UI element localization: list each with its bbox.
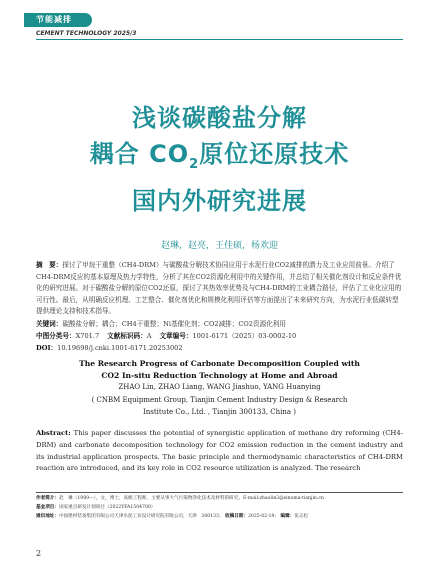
doc-code-label: 文献标识码： — [107, 332, 147, 340]
section-tag: 节能减排 — [24, 13, 92, 27]
footnote-contact-text: 中国建材装备集团有限公司天津水泥工业设计研究院有限公司，天津 300133； — [58, 514, 224, 519]
title-line-2-sub: 2 — [189, 156, 200, 172]
affiliation-line-1: ( CNBM Equipment Group, Tianjin Cement Industry Design & Research — [91, 396, 348, 404]
abstract-en — [36, 428, 403, 475]
footnote-fund-label: 基金项目： — [36, 505, 59, 510]
title-line-2-post: 原位还原技术 — [199, 140, 350, 168]
title-line-1: 浅谈碳酸盐分解 — [132, 104, 307, 132]
article-title — [36, 100, 403, 219]
doi-line — [36, 343, 403, 355]
cls-value: X701.7 — [75, 332, 100, 340]
journal-header: CEMENT TECHNOLOGY 2025/3 — [36, 30, 137, 37]
title-line-2 — [36, 136, 403, 183]
footnote-author-label: 作者简介： — [36, 496, 59, 501]
abstract-en-text: This paper discusses the potential of synergistic application of methane dry reforming (CH4-DRM) and carbonate decomposition technology for CO2 emission reduction in the cement industry and its industrial application prospects. The basic principle and thermodynamic characteristics of CH4-DRM reaction are introduced, and its key role in CO2 resource utilization is analyzed. The research — [36, 429, 403, 473]
english-title — [36, 358, 403, 381]
doi-label: DOI： — [36, 344, 58, 352]
editor-label: 编辑： — [280, 514, 295, 519]
header-rule — [36, 39, 403, 40]
title-line-3: 国内外研究进展 — [132, 186, 307, 215]
received-label: 收稿日期： — [225, 514, 248, 519]
article-number-value: 1001-6171（2025）03-0002-10 — [192, 332, 297, 340]
article-number-label: 文章编号： — [159, 332, 193, 340]
english-title-line-2: CO2 In-situ Reduction Technology at Home and Abroad — [101, 370, 338, 380]
footnote-fund — [36, 504, 403, 512]
footnote-fund-text: 国家重点研发计划项目（2022YFA1504700） — [58, 505, 156, 510]
keywords-cn — [36, 319, 403, 331]
footnote-author-text: 赵 琳（1989—），女，博士，高级工程师，主要从事大气污染物净化技术及材料的研究。E-mail:zhaolin3@sinoma-tianjin.cn — [58, 496, 324, 501]
affiliation-line-2: Institute Co., Ltd. , Tianjin 300133, China ) — [142, 407, 297, 416]
received-date: 2025-02-19； — [247, 514, 280, 519]
keywords-cn-text: 碳酸盐分解；耦合；CH4干重整；Ni基催化剂；CO2减排；CO2资源化利用 — [62, 320, 286, 328]
cls-label: 中图分类号： — [36, 332, 76, 340]
footnote-contact — [36, 513, 403, 521]
footnote-author — [36, 495, 403, 503]
doi-value[interactable]: 10.19698/j.cnki.1001-6171.20253002 — [57, 344, 183, 352]
authors-cn: 赵琳，赵亮，王佳硕，杨欢迎 — [160, 241, 278, 251]
keywords-cn-label: 关键词： — [36, 320, 63, 328]
classification-line — [36, 331, 403, 343]
english-affiliation — [36, 395, 403, 418]
abstract-cn-text: 探讨了甲烷干重整（CH4-DRM）与碳酸盐分解技术协同应用于水泥行业CO2减排的潜力及工业应用前景。介绍了CH4-DRM反应的基本原理及热力学特性，分析了其在CO2资源化利用中的关键作用，并总结了相关催化剂设计和反应条件优化的研究进展。对于碳酸盐分解的原位CO2还原，探讨了其热效率优势及与CH4-DRM的工业耦合路径，评估了工业化应用的可行性。最后，从明确反应机理、工艺整合、催化剂优化和规模化利用评估等方面提出了未来研究方向，为水泥行业低碳转型提供理论支持和技术指导。 — [36, 261, 402, 315]
abstract-cn — [36, 260, 403, 318]
footnote-rule — [36, 492, 403, 493]
editor-name: 张志松 — [294, 514, 309, 519]
footnote-contact-label: 通讯地址： — [36, 514, 59, 519]
abstract-en-label: Abstract: — [36, 429, 71, 437]
english-title-line-1: The Research Progress of Carbonate Decomposition Coupled with — [79, 359, 360, 368]
abstract-cn-label: 摘 要： — [36, 261, 63, 269]
page-number: 2 — [36, 549, 42, 558]
english-authors: ZHAO Lin, ZHAO Liang, WANG Jiashuo, YANG Huanying — [118, 383, 321, 391]
doc-code-value: A — [146, 332, 152, 340]
title-line-2-pre: 耦合 CO — [89, 140, 190, 168]
